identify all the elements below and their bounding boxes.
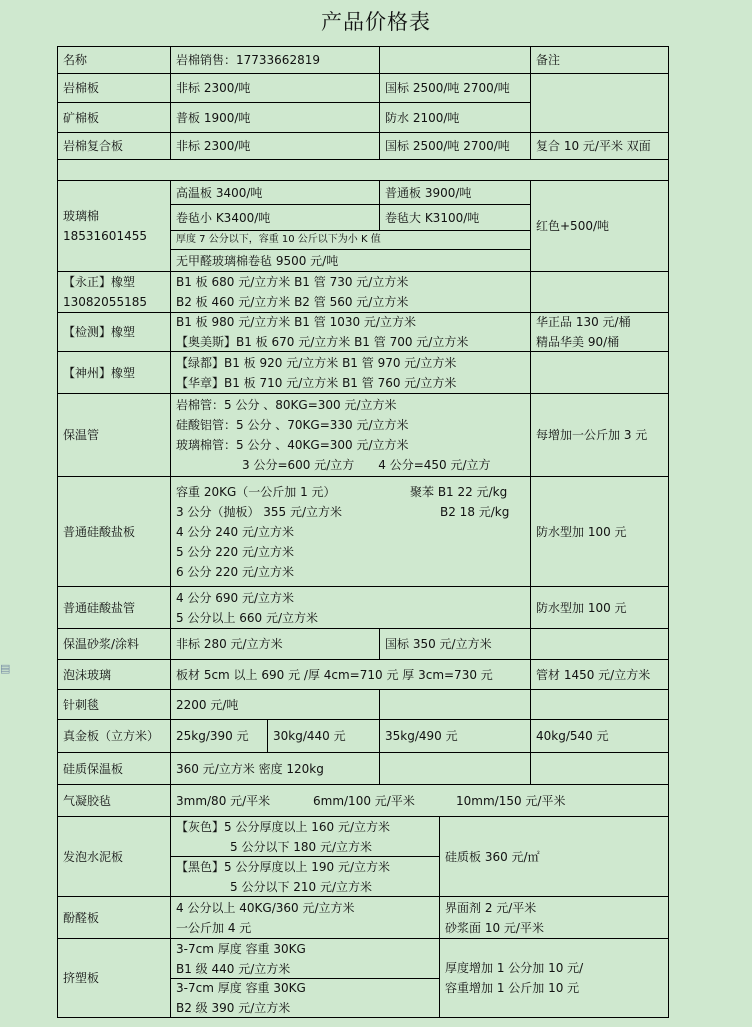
guisuanyanban-remark: 防水型加 100 元 [530, 476, 669, 587]
jiance-r1: 华正品 130 元/桶 [536, 315, 631, 329]
baowenguan-l3: 玻璃棉管：5 公分 、40KG=300 元/立方米 [176, 438, 409, 452]
guisuanyanban-l2: 3 公分（抛板） 355 元/立方米 [176, 504, 343, 519]
row-fuhe-name: 岩棉复合板 [57, 132, 171, 160]
qining-line [176, 791, 663, 811]
zhenjin-c4: 40kg/540 元 [530, 719, 669, 753]
shenzhou-prices [170, 351, 531, 394]
boliman-l1b: 普通板 3900/吨 [379, 180, 531, 205]
guisuanyanban-l1-row [176, 482, 525, 502]
row-shenzhou-name: 【神州】橡塑 [57, 351, 171, 394]
guisuanyanguan-l1: 4 公分 690 元/立方米 [176, 590, 295, 605]
guisuanyanguan-remark: 防水型加 100 元 [530, 586, 669, 629]
fenquan-r1: 界面剂 2 元/平米 [445, 900, 537, 915]
guisuanyanguan-prices [170, 586, 531, 629]
guisuanyanban-l2-row [176, 502, 525, 522]
row-kuangmianban-c1: 普板 1900/吨 [170, 102, 380, 133]
row-yanmianban-c2: 国标 2500/吨 2700/吨 [379, 73, 531, 103]
paomo-remark: 管材 1450 元/立方米 [530, 659, 669, 690]
guisuanyanban-l1b: 聚苯 B1 22 元/kg [410, 484, 508, 499]
shenzhou-l2: 【华章】B1 板 710 元/立方米 B1 管 760 元/立方米 [176, 375, 457, 390]
row-guisuanyanguan-name: 普通硅酸盐管 [57, 586, 171, 629]
row-jiance-name: 【检测】橡塑 [57, 312, 171, 352]
shuini-black [170, 856, 440, 897]
boliman-l2a: 卷毡小 K3400/吨 [170, 204, 380, 231]
shuini-a1: 【灰色】5 公分厚度以上 160 元/立方米 [176, 819, 391, 834]
fenquan-r2: 砂浆面 10 元/平米 [445, 920, 544, 935]
document-icon[interactable]: ▤ [0, 662, 11, 675]
yongzheng-l1: B1 板 680 元/立方米 B1 管 730 元/立方米 [176, 275, 409, 289]
row-jisu-name: 挤塑板 [57, 938, 171, 1018]
guisuanyanban-l4: 5 公分 220 元/立方米 [176, 544, 295, 559]
jisu-b2: B2 级 390 元/立方米 [176, 1001, 291, 1015]
row-fuhe-c2: 国标 2500/吨 2700/吨 [379, 132, 531, 160]
baowenguan-l4a: 3 公分=600 元/立方 [242, 458, 355, 472]
row-guizhi-name: 硅质保温板 [57, 752, 171, 785]
jisu-b1: 3-7cm 厚度 容重 30KG [176, 981, 306, 995]
yongzheng-name: 【永正】橡塑 [63, 275, 136, 289]
boliman-l1a: 高温板 3400/吨 [170, 180, 380, 205]
shenzhou-remark [530, 351, 669, 394]
boliman-l4: 无甲醛玻璃棉卷毡 9500 元/吨 [170, 249, 531, 272]
page-title: 产品价格表 [321, 10, 431, 34]
guizhi-remark [530, 752, 669, 785]
qining-c2: 6mm/100 元/平米 [313, 793, 415, 808]
guizhi-c2 [379, 752, 531, 785]
row-shajiang-name: 保温砂浆/涂料 [57, 628, 171, 660]
jisu-r1: 厚度增加 1 公分加 10 元/ [445, 961, 584, 975]
fenquan-remark [439, 896, 669, 939]
baowenguan-l2: 硅酸铝管：5 公分 、70KG=330 元/立方米 [176, 418, 409, 432]
zhenci-remark [530, 689, 669, 720]
row-fuhe-c1: 非标 2300/吨 [170, 132, 380, 160]
yongzheng-remark [530, 271, 669, 313]
zhenjin-c2: 30kg/440 元 [267, 719, 380, 753]
fenquan-l2: 一公斤加 4 元 [176, 920, 252, 935]
qining-prices [170, 784, 669, 817]
zhenci-c2 [379, 689, 531, 720]
yongzheng-l2: B2 板 460 元/立方米 B2 管 560 元/立方米 [176, 295, 409, 309]
row-kuangmianban-name: 矿棉板 [57, 102, 171, 133]
guisuanyanban-l3: 4 公分 240 元/立方米 [176, 524, 295, 539]
row-yongzheng-name [57, 271, 171, 313]
guisuanyanban-l2b: B2 18 元/kg [440, 504, 510, 519]
guisuanyanguan-l2: 5 公分以上 660 元/立方米 [176, 610, 319, 625]
boliman-name: 玻璃棉 [63, 209, 100, 223]
boliman-remark: 红色+500/吨 [530, 180, 669, 272]
jiance-remark [530, 312, 669, 352]
shuini-grey [170, 816, 440, 857]
jisu-a2: B1 级 440 元/立方米 [176, 961, 291, 976]
yongzheng-phone: 13082055185 [63, 295, 147, 309]
shuini-a2: 5 公分以下 180 元/立方米 [230, 839, 373, 854]
jisu-r2: 容重增加 1 公斤加 10 元 [445, 981, 580, 995]
header-empty [379, 46, 531, 74]
row-boliman-name [57, 180, 171, 272]
row-yanmianban-c1: 非标 2300/吨 [170, 73, 380, 103]
jiance-l1: B1 板 980 元/立方米 B1 管 1030 元/立方米 [176, 315, 416, 329]
row-yanmianban-name: 岩棉板 [57, 73, 171, 103]
jisu-b1-grade [170, 938, 440, 979]
row-zhenci-name: 针刺毯 [57, 689, 171, 720]
row-yanmian-kuangmian-remark [530, 73, 669, 133]
shuini-b2: 5 公分以下 210 元/立方米 [230, 879, 373, 894]
shajiang-remark [530, 628, 669, 660]
zhenjin-c1: 25kg/390 元 [170, 719, 268, 753]
baowenguan-l1: 岩棉管：5 公分 、80KG=300 元/立方米 [176, 398, 397, 412]
zhenjin-c3: 35kg/490 元 [379, 719, 531, 753]
header-sales-phone: 岩棉销售：17733662819 [170, 46, 380, 74]
jisu-b2-grade [170, 978, 440, 1018]
jisu-remark [439, 938, 669, 1018]
row-fuhe-remark: 复合 10 元/平米 双面 [530, 132, 669, 160]
baowenguan-l4 [176, 455, 525, 475]
row-zhenjin-name: 真金板（立方米） [57, 719, 171, 753]
spacer-row [57, 159, 669, 181]
guisuanyanban-l1: 容重 20KG（一公斤加 1 元） [176, 484, 336, 499]
qining-c3: 10mm/150 元/平米 [456, 793, 566, 808]
boliman-l2b: 卷毡大 K3100/吨 [379, 204, 531, 231]
guisuanyanban-prices [170, 476, 531, 587]
baowenguan-prices [170, 393, 531, 477]
yongzheng-prices [170, 271, 531, 313]
boliman-phone: 18531601455 [63, 229, 147, 243]
paomo-c1: 板材 5cm 以上 690 元 /厚 4cm=710 元 厚 3cm=730 元 [170, 659, 531, 690]
jiance-l2: 【奥美斯】B1 板 670 元/立方米 B1 管 700 元/立方米 [176, 335, 469, 349]
qining-c1: 3mm/80 元/平米 [176, 793, 271, 808]
row-baowenguan-name: 保温管 [57, 393, 171, 477]
zhenci-c1: 2200 元/吨 [170, 689, 380, 720]
baowenguan-remark: 每增加一公斤加 3 元 [530, 393, 669, 477]
row-shuini-name: 发泡水泥板 [57, 816, 171, 897]
jiance-prices [170, 312, 531, 352]
guizhi-c1: 360 元/立方米 密度 120kg [170, 752, 380, 785]
shenzhou-l1: 【绿都】B1 板 920 元/立方米 B1 管 970 元/立方米 [176, 355, 457, 370]
shuini-b1: 【黑色】5 公分厚度以上 190 元/立方米 [176, 859, 391, 874]
fenquan-prices [170, 896, 440, 939]
header-name: 名称 [57, 46, 171, 74]
row-paomo-name: 泡沫玻璃 [57, 659, 171, 690]
boliman-l3: 厚度 7 公分以下，容重 10 公斤以下为小 K 值 [170, 230, 531, 250]
row-guisuanyanban-name: 普通硅酸盐板 [57, 476, 171, 587]
shajiang-c2: 国标 350 元/立方米 [379, 628, 531, 660]
row-qining-name: 气凝胶毡 [57, 784, 171, 817]
baowenguan-l4b: 4 公分=450 元/立方 [378, 458, 491, 472]
row-fenquan-name: 酚醛板 [57, 896, 171, 939]
guisuanyanban-l5: 6 公分 220 元/立方米 [176, 564, 295, 579]
shajiang-c1: 非标 280 元/立方米 [170, 628, 380, 660]
header-remark: 备注 [530, 46, 669, 74]
row-kuangmianban-c2: 防水 2100/吨 [379, 102, 531, 133]
jisu-a1: 3-7cm 厚度 容重 30KG [176, 941, 306, 956]
jiance-r2: 精品华美 90/桶 [536, 335, 620, 349]
shuini-remark: 硅质板 360 元/㎡ [439, 816, 669, 897]
fenquan-l1: 4 公分以上 40KG/360 元/立方米 [176, 900, 355, 915]
